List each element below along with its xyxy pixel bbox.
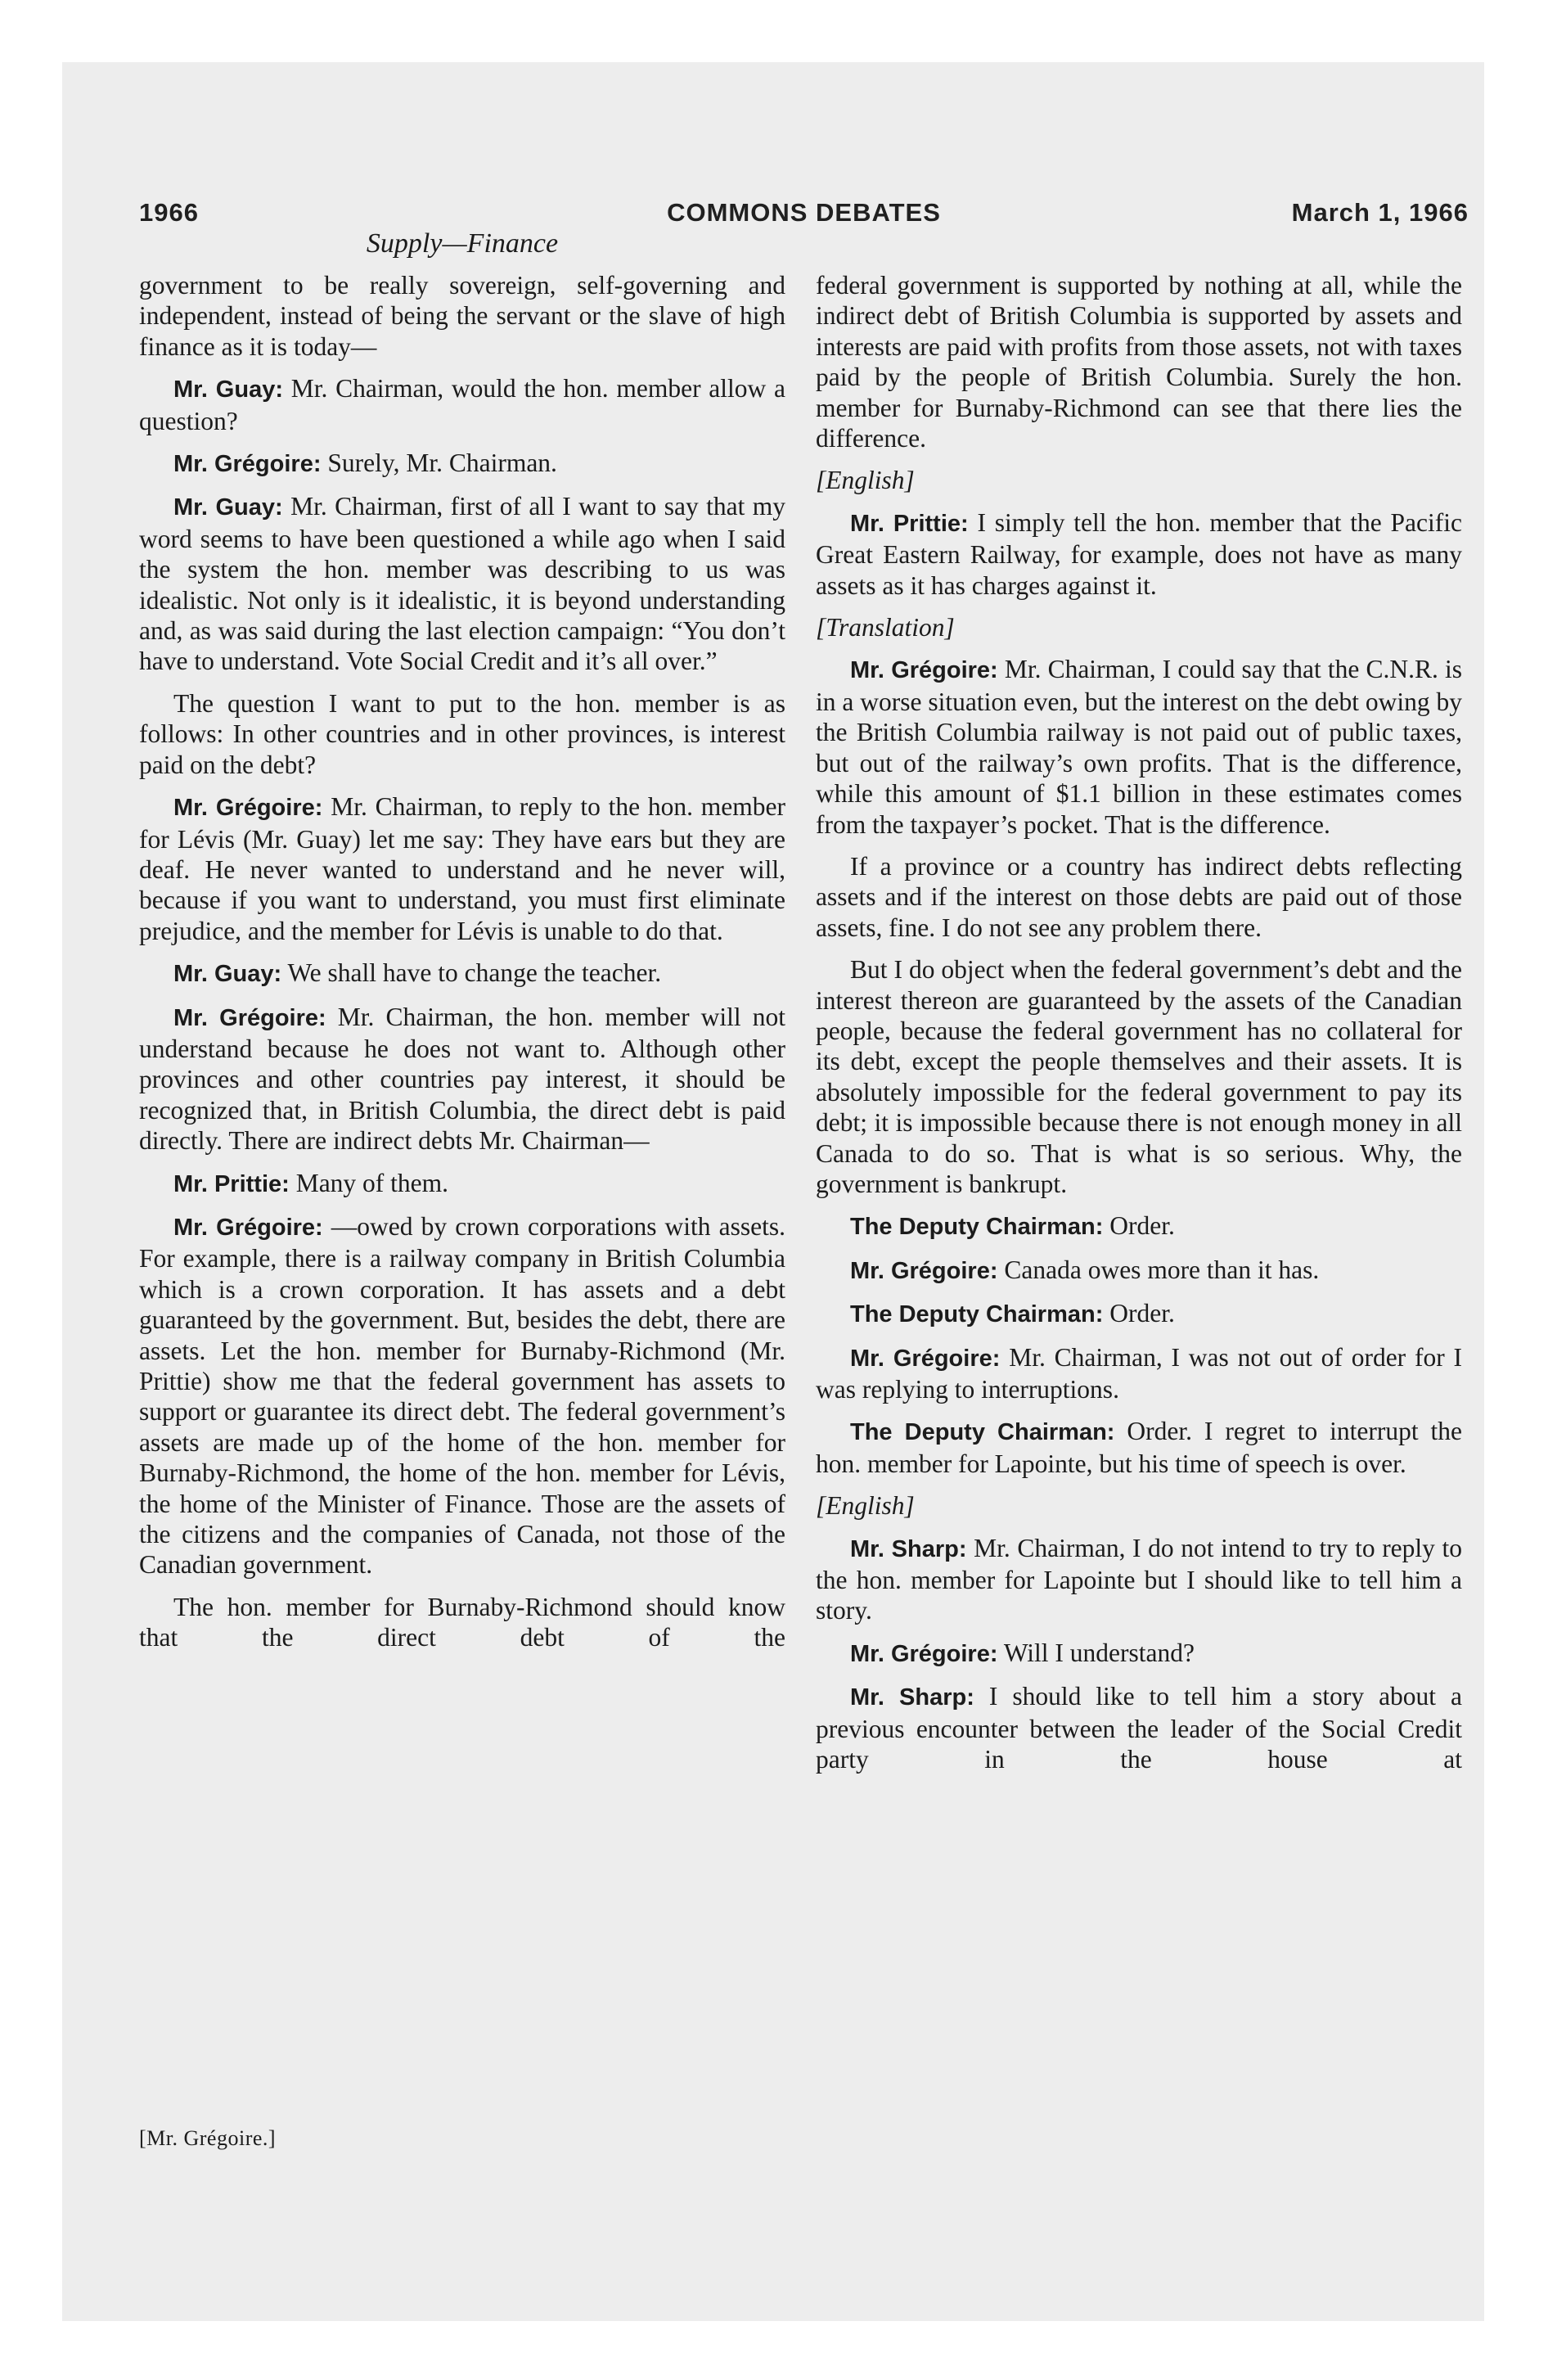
paragraph (816, 1638, 1462, 1670)
speaker-name: Mr. Guay: (173, 376, 283, 403)
speech-text: I simply tell the hon. member that the Pacific Great Eastern Railway, for example, does not have as many assets as it has charges against it. (816, 507, 1462, 600)
speaker-name: The Deputy Chairman: (850, 1214, 1104, 1241)
speaker-name: Mr. Grégoire: (850, 1345, 1001, 1372)
paragraph (139, 688, 785, 780)
speaker-name: The Deputy Chairman: (850, 1419, 1115, 1446)
speech-text: —owed by crown corporations with assets. For example, there is a railway company in British Columbia which is a crown corporation. It has assets and a debt guaranteed by the government. But, besides the debt, there are assets. Let the hon. member for Burnaby-Richmond (Mr. Prittie) show me that the federal government has assets to support or guarantee its direct debt. The federal government’s assets are made up of the home of the hon. member for Burnaby-Richmond, the home of the hon. member for Lévis, the home of the Minister of Finance. Those are the assets of the citizens and the companies of Canada, not those of the Canadian government. (139, 1211, 785, 1580)
paragraph (816, 1416, 1462, 1479)
speech-text: We shall have to change the teacher. (287, 958, 662, 988)
speaker-name: Mr. Prittie: (173, 1170, 290, 1197)
speech-text: federal government is supported by nothing at all, while the indirect debt of British Columbia is supported by assets and interests are paid with profits from those assets, not with taxes paid by the people of British Columbia. Surely the hon. member for Burnaby-Richmond can see that there lies the difference. (816, 271, 1462, 453)
paragraph (816, 1342, 1462, 1405)
speech-text: Mr. Chairman, I do not intend to try to reply to the hon. member for Lapointe but I should like to tell him a story. (816, 1533, 1463, 1625)
speaker-name: Mr. Grégoire: (850, 1257, 998, 1284)
language-marker: [English] (816, 1491, 915, 1521)
speaker-name: Mr. Sharp: (850, 1684, 974, 1711)
paragraph (816, 1681, 1462, 1774)
speech-text: Mr. Chairman, would the hon. member allow a question? (139, 374, 785, 435)
paragraph (816, 270, 1462, 453)
paragraph (139, 1168, 785, 1200)
speaker-footnote: [Mr. Grégoire.] (139, 2126, 277, 2150)
paragraph (816, 1533, 1462, 1626)
speaker-name: Mr. Sharp: (850, 1535, 967, 1562)
paragraph (139, 1211, 785, 1580)
paragraph (816, 612, 1462, 642)
paragraph (816, 1255, 1462, 1287)
paragraph (816, 1490, 1462, 1521)
paragraph (816, 1298, 1462, 1330)
paragraph (139, 791, 785, 946)
speech-text: Order. (1109, 1299, 1175, 1328)
speech-text: Mr. Chairman, I was not out of order for I was replying to interruptions. (816, 1342, 1462, 1404)
speech-text: Mr. Chairman, first of all I want to say that my word seems to have been questioned a while ago when I said the system the hon. member was describing to us was idealistic. Not only is it idealistic, it is beyond understanding and, as was said during the last election campaign: “You don’t have to understand. Vote Social Credit and it’s all over.” (139, 492, 785, 676)
speech-text: Surely, Mr. Chairman. (327, 449, 557, 478)
paragraph (139, 448, 785, 480)
subject-heading: Supply—Finance (366, 228, 559, 259)
publication-date: March 1, 1966 (1291, 198, 1469, 227)
page-number: 1966 (139, 198, 199, 227)
speech-text: If a province or a country has indirect debts reflecting assets and if the interest on those debts are paid out of those assets, fine. I do not see any problem there. (816, 851, 1462, 942)
speech-text: The hon. member for Burnaby-Richmond should know that the direct debt of the (139, 1592, 785, 1652)
left-column (139, 270, 785, 1653)
speaker-name: Mr. Grégoire: (173, 451, 322, 478)
right-column (816, 270, 1462, 1774)
speaker-name: Mr. Prittie: (850, 510, 969, 537)
speaker-name: Mr. Guay: (173, 494, 283, 521)
speech-text: government to be really sovereign, self-governing and independent, instead of being the servant or the slave of high finance as it is today— (139, 271, 785, 361)
speech-text: Order. (1109, 1211, 1175, 1241)
speech-text: Mr. Chairman, to reply to the hon. member for Lévis (Mr. Guay) let me say: They have ears but they are deaf. He never wanted to understand and he never will, because if you want to understand, you must first eliminate prejudice, and the member for Lévis is unable to do that. (139, 792, 785, 945)
speech-text: Will I understand? (1003, 1638, 1195, 1667)
speaker-name: Mr. Guay: (173, 961, 282, 988)
speaker-name: Mr. Grégoire: (173, 1214, 323, 1241)
language-marker: [Translation] (816, 613, 955, 642)
speaker-name: Mr. Grégoire: (850, 1640, 998, 1667)
paragraph (816, 507, 1462, 601)
paragraph (816, 465, 1462, 495)
speech-text: Many of them. (295, 1168, 449, 1197)
speaker-name: The Deputy Chairman: (850, 1301, 1104, 1328)
speaker-name: Mr. Grégoire: (173, 795, 323, 822)
speech-text: Canada owes more than it has. (1004, 1255, 1320, 1284)
speech-text: Mr. Chairman, I could say that the C.N.R. is in a worse situation even, but the interest on the debt owing by the British Columbia railway is not paid out of public taxes, but out of the railway’s own profits. That is the difference, while this amount of $1.1 billion in these estimates comes from the taxpayer’s pocket. That is the difference. (816, 655, 1462, 839)
paragraph (139, 491, 785, 676)
speech-text: The question I want to put to the hon. member is as follows: In other countries and in other provinces, is interest paid on the debt? (139, 688, 785, 779)
paragraph (816, 851, 1462, 943)
speech-text: Mr. Chairman, the hon. member will not understand because he does not want to. Although other provinces and other countries pay interest, it should be recognized that, in British Columbia, the direct debt is paid directly. There are indirect debts Mr. Chairman— (139, 1002, 785, 1156)
speech-text: But I do object when the federal government’s debt and the interest thereon are guaranteed by the assets of the Canadian people, because the federal government has no collateral for its debt, except the people themselves and their assets. It is absolutely impossible for the federal government to pay its debt; it is impossible because there is not enough money in all Canada to do so. That is what is so serious. Why, the government is bankrupt. (816, 955, 1462, 1198)
language-marker: [English] (816, 466, 915, 495)
speaker-name: Mr. Grégoire: (173, 1004, 326, 1031)
paragraph (816, 954, 1462, 1199)
publication-title: COMMONS DEBATES (667, 198, 941, 227)
paragraph (139, 958, 785, 989)
paragraph (139, 1592, 785, 1653)
speech-text: Order. I regret to interrupt the hon. member for Lapointe, but his time of speech is over. (816, 1417, 1463, 1478)
paragraph (816, 1210, 1462, 1242)
speech-text: I should like to tell him a story about a previous encounter between the leader of the Social Credit party in the house at (816, 1682, 1463, 1774)
paragraph (816, 654, 1462, 839)
speaker-name: Mr. Grégoire: (850, 657, 998, 684)
paragraph (139, 373, 785, 436)
paragraph (139, 270, 785, 362)
paragraph (139, 1002, 785, 1156)
